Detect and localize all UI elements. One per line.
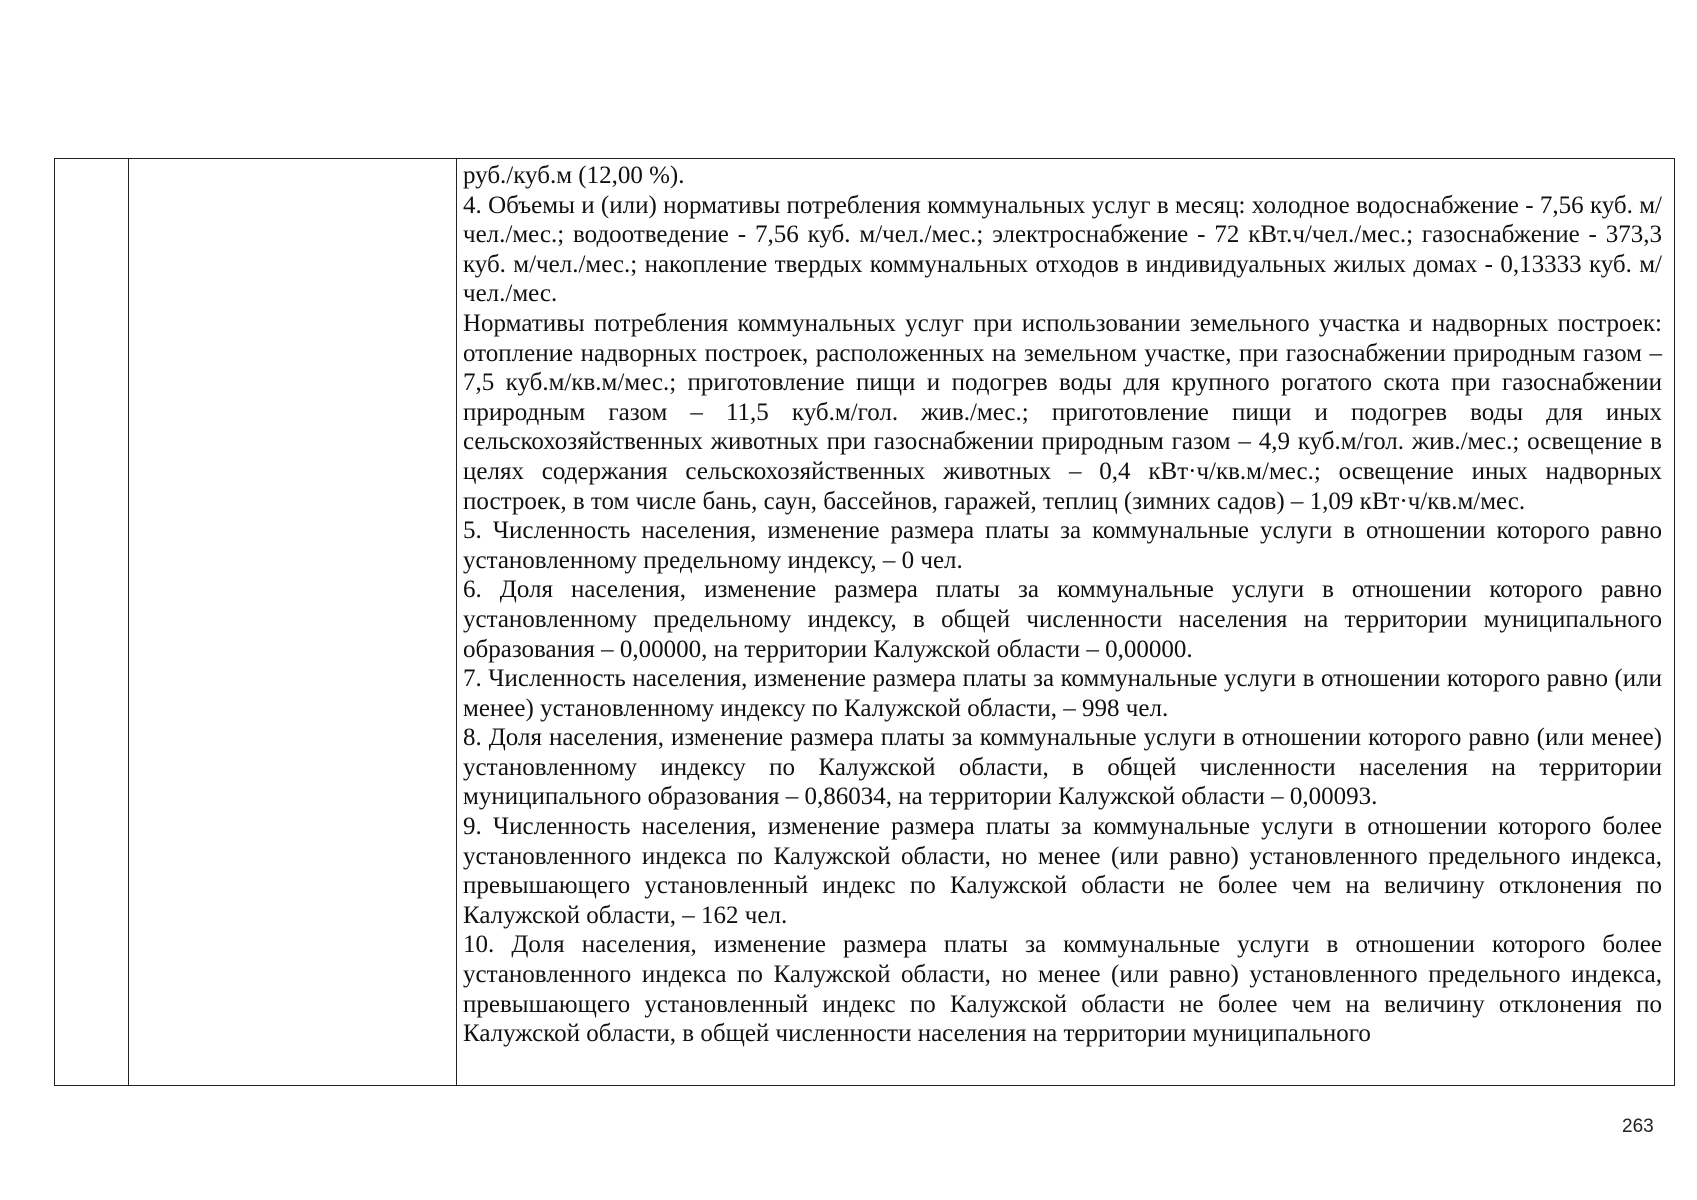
page-number: 263	[1622, 1116, 1654, 1137]
paragraph-item-5: 5. Численность населения, изменение размера платы за коммунальные услуги в отношении которого равно установленному предельному индексу, – 0 чел.	[463, 517, 1662, 574]
paragraph-item-10: 10. Доля населения, изменение размера платы за коммунальные услуги в отношении которого более установленного индекса по Калужской области, но менее (или равно) установленного предельного индекса, превышающего установленный индекс по Калужской области не более чем на величину отклонения по Калужской области, в общей численности населения на территории муниципального	[463, 931, 1662, 1048]
table-column-divider-2	[456, 159, 457, 1085]
table-column-divider-1	[128, 159, 129, 1085]
paragraph-tariff-tail: руб./куб.м (12,00 %).	[463, 162, 685, 189]
paragraph-item-4: 4. Объемы и (или) нормативы потребления коммунальных услуг в месяц: холодное водоснабжение - 7,56 куб. м/чел./мес.; водоотведение - 7,56 куб. м/чел./мес.; электроснабжение - 72 кВт.ч/чел./мес.; газоснабжение - 373,3 куб. м/чел./мес.; накопление твердых коммунальных отходов в индивидуальных жилых домах - 0,13333 куб. м/чел./мес.	[463, 191, 1662, 308]
paragraph-item-7: 7. Численность населения, изменение размера платы за коммунальные услуги в отношении которого равно (или менее) установленному индексу по Калужской области, – 998 чел.	[463, 665, 1662, 722]
paragraph-land-norms: Нормативы потребления коммунальных услуг при использовании земельного участка и надворных построек: отопление надворных построек, расположенных на земельном участке, при газоснабжении природным газом – 7,5 куб.м/кв.м/мес.; приготовление пищи и подогрев воды для крупного рогатого скота при газоснабжении природным газом – 11,5 куб.м/гол. жив./мес.; приготовление пищи и подогрев воды для иных сельскохозяйственных животных при газоснабжении природным газом – 4,9 куб.м/гол. жив./мес.; освещение в целях содержания сельскохозяйственных животных – 0,4 кВт·ч/кв.м/мес.; освещение иных надворных построек, в том числе бань, саун, бассейнов, гаражей, теплиц (зимних садов) – 1,09 кВт·ч/кв.м/мес.	[463, 309, 1662, 515]
paragraph-item-9: 9. Численность населения, изменение размера платы за коммунальные услуги в отношении которого более установленного индекса по Калужской области, но менее (или равно) установленного предельного индекса, превышающего установленный индекс по Калужской области не более чем на величину отклонения по Калужской области, – 162 чел.	[463, 813, 1662, 929]
paragraph-item-6: 6. Доля населения, изменение размера платы за коммунальные услуги в отношении которого равно установленному предельному индексу, в общей численности населения на территории муниципального образования – 0,00000, на территории Калужской области – 0,00000.	[463, 576, 1662, 663]
paragraph-item-8: 8. Доля населения, изменение размера платы за коммунальные услуги в отношении которого равно (или менее) установленному индексу по Калужской области, в общей численности населения на территории муниципального образования – 0,86034, на территории Калужской области – 0,00093.	[463, 724, 1662, 811]
table-text-cell	[463, 161, 1662, 1049]
document-table	[54, 158, 1675, 1086]
